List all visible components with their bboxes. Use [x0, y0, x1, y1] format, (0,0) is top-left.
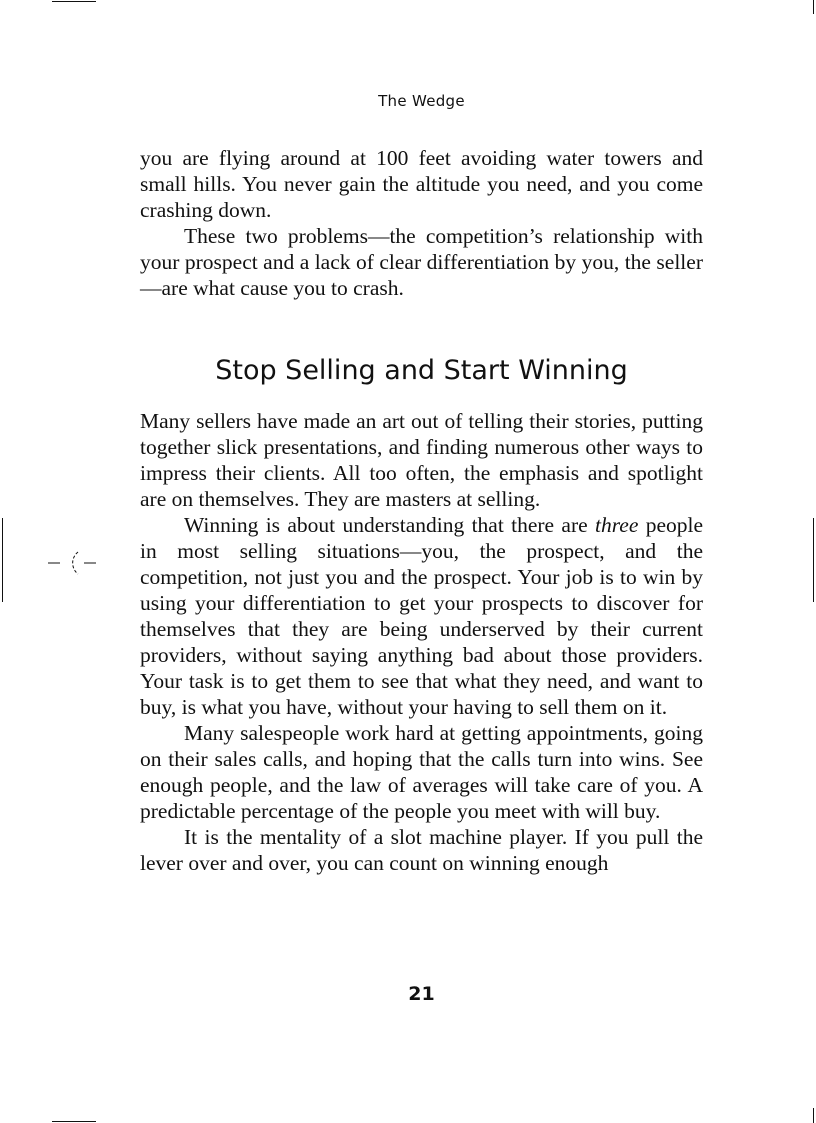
text-block-section: [140, 408, 703, 876]
crop-mark-top-right: [813, 0, 814, 14]
emphasis-three: three: [594, 513, 639, 537]
paragraph-continued: you are flying around at 100 feet avoiding water towers and small hills. You never gain the altitude you need, and you come crashing down.: [140, 146, 703, 222]
winning-text-end: people in most selling situations—you, the prospect, and the competition, not just you and the prospect. Your job is to win by using your differentiation to get your prospects to discover for themselves that they are being underserved by their current providers, without saying anything bad about those providers. Your task is to get them to see that what they need, and want to buy, is what you have, without your having to sell them on it.: [140, 513, 704, 719]
crop-mark-bottom-left: [52, 1121, 96, 1122]
paragraph-two-problems: These two problems—the competition’s relationship with your prospect and a lack of clear differentiation by you, the seller—are what cause you to crash.: [140, 224, 703, 300]
crop-mark-bottom-right: [813, 1108, 814, 1123]
winning-text-start: Winning is about understanding that there are: [184, 513, 595, 537]
paragraph-salespeople: Many salespeople work hard at getting appointments, going on their sales calls, and hoping that the calls turn into wins. See enough people, and the law of averages will take care of you. A predictable percentage of the people you meet with will buy.: [140, 721, 703, 823]
crop-mark-right-middle: [813, 518, 814, 602]
running-head: The Wedge: [378, 92, 465, 110]
crop-mark-left-middle: [2, 518, 3, 602]
crop-mark-top-left: [52, 1, 96, 2]
registration-mark-icon: [48, 548, 102, 578]
paragraph-slot-machine: It is the mentality of a slot machine player. If you pull the lever over and over, you can count on winning enough: [140, 825, 703, 875]
section-heading: Stop Selling and Start Winning: [215, 355, 628, 386]
page-number: 21: [408, 983, 435, 1005]
paragraph-winning: [140, 512, 703, 720]
paragraph-many-sellers: Many sellers have made an art out of telling their stories, putting together slick presentations, and finding numerous other ways to impress their clients. All too often, the emphasis and spotlight are on themselves. They are masters at selling.: [140, 409, 703, 511]
text-block-top: [140, 145, 703, 301]
